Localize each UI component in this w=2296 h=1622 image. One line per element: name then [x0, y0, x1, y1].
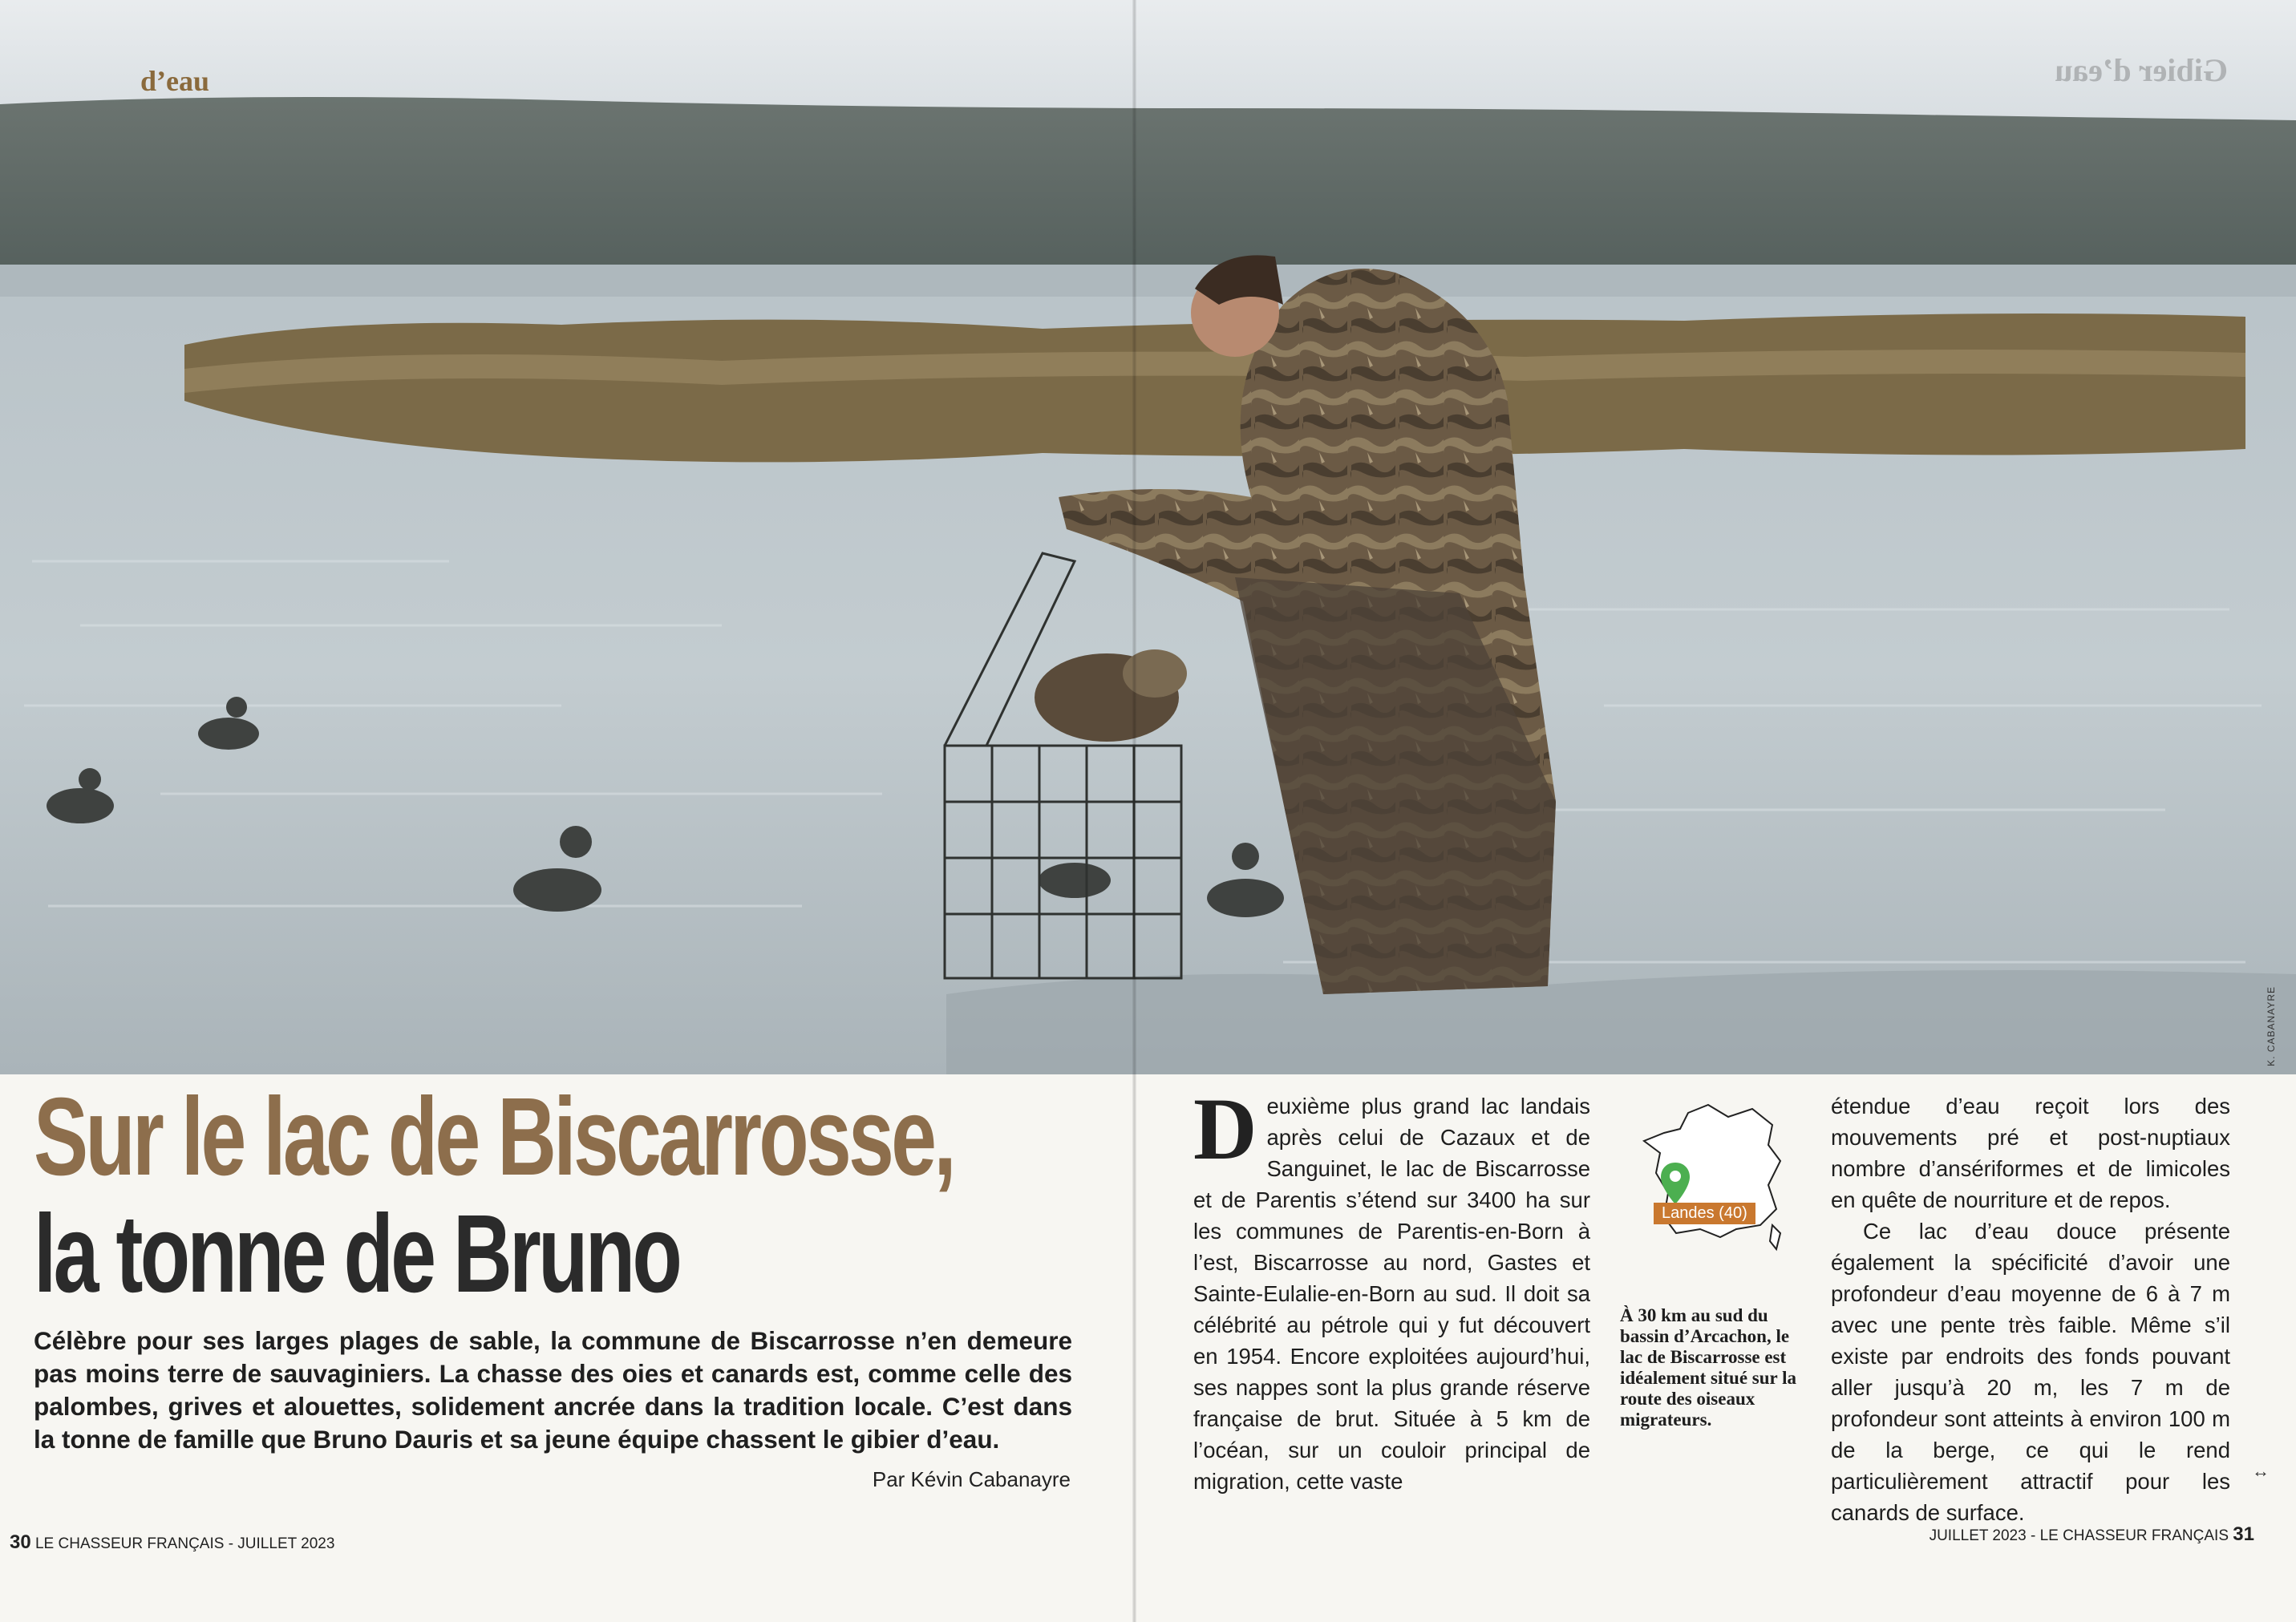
map-region-label: Landes (40): [1654, 1203, 1755, 1224]
map-caption: À 30 km au sud du bassin d’Arcachon, le lac de Biscarrosse est idéalement situé sur la route des oiseaux migrateurs.: [1620, 1305, 1796, 1430]
byline: Par Kévin Cabanayre: [872, 1467, 1071, 1491]
body-paragraph-2: Ce lac d’eau douce présente également la spécificité d’avoir une profondeur d’eau moyenne de 6 à 7 m avec une pente très faible. Même s’il existe par endroits des fonds pouvant aller jusqu’à 20 m, les 7 m de profondeur sont atteints à environ 100 m de la berge, ce qui le rend particulièrement attractif pour les canards de surface.: [1831, 1219, 2230, 1525]
body-paragraph-1: étendue d’eau reçoit lors des mouvements pré et post-nuptiaux nombre d’ansériformes et de limicoles en quête de nourriture et de repos.: [1831, 1094, 2230, 1212]
section-label-mirrored: Gibier d’eau: [2055, 52, 2228, 88]
folio-left-text: LE CHASSEUR FRANÇAIS - JUILLET 2023: [34, 1535, 335, 1552]
map-pin-icon: [1659, 1161, 1691, 1206]
page-gutter: [1132, 0, 1136, 1622]
france-map: [1632, 1097, 1792, 1257]
headline: [34, 1075, 954, 1316]
section-label: d’eau: [140, 65, 210, 97]
body-column-2: [1831, 1090, 2230, 1528]
headline-line-1: Sur le lac de Biscarrosse,: [34, 1075, 954, 1199]
continue-arrow-icon: ↔: [2252, 1461, 2270, 1481]
body-column-1-text: euxième plus grand lac landais après celui de Cazaux et de Sanguinet, le lac de Biscarrosse et de Parentis s’étend sur 3400 ha sur les communes de Parentis-en-Born à l’est, Biscarrosse au nord, Gastes et Sainte-Eulalie-en-Born au sud. Il doit sa célébrité au pétrole qui y fut découvert en 1954. Encore exploitées aujourd’hui, ses nappes sont la plus grande réserve française de brut. Située à 5 km de l’océan, sur un couloir principal de migration, cette vaste: [1193, 1094, 1590, 1494]
lead-paragraph: Célèbre pour ses larges plages de sable, la commune de Biscarrosse n’en demeure pas moins terre de sauvaginiers. La chasse des oies et canards est, comme celle des palombes, grives et alouettes, solidement ancrée dans la tradition locale. C’est dans la tonne de famille que Bruno Dauris et sa jeune équipe chassent le gibier d’eau.: [34, 1326, 1072, 1454]
drop-cap: D: [1193, 1080, 1257, 1178]
body-column-1: [1193, 1080, 1590, 1497]
photo-credit: K. CABANAYRE: [2266, 986, 2277, 1066]
page-number-right: 31: [2233, 1523, 2254, 1545]
folio-right: [1930, 1523, 2254, 1546]
headline-line-2: la tonne de Bruno: [34, 1192, 680, 1316]
folio-right-text: JUILLET 2023 - LE CHASSEUR FRANÇAIS: [1929, 1527, 2229, 1544]
page-number-left: 30: [10, 1531, 31, 1553]
france-map-icon: [1632, 1097, 1792, 1257]
folio-left: [10, 1531, 334, 1554]
